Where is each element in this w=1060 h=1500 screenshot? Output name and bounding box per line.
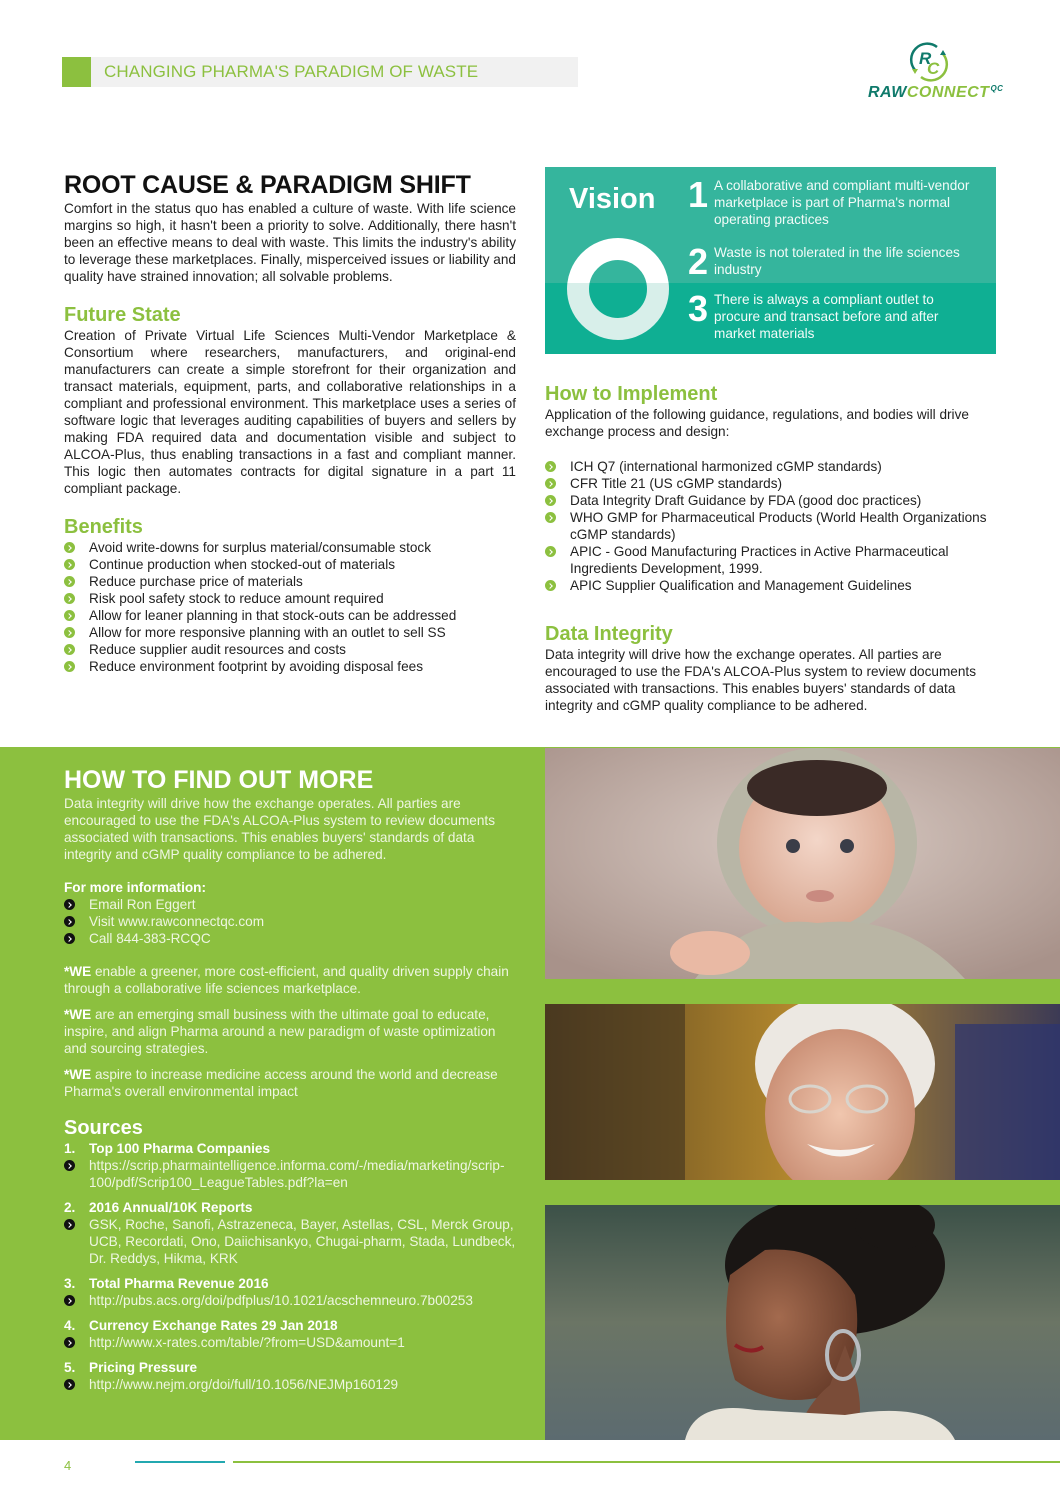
implement-item: ICH Q7 (international harmonized cGMP standards) — [545, 458, 997, 475]
benefit-item: Avoid write-downs for surplus material/consumable stock — [64, 539, 516, 556]
logo-qc: QC — [990, 84, 1004, 93]
source-item: 1. Top 100 Pharma Companies https://scrip.pharmaintelligence.informa.com/-/media/marketing/scrip-100/pdf/Scrip100_LeagueTables.pdf?la=en — [64, 1140, 519, 1191]
we-statement: *WE aspire to increase medicine access around the world and decrease Pharma's overall environmental impact — [64, 1067, 498, 1099]
implement-item: APIC Supplier Qualification and Management Guidelines — [545, 577, 997, 594]
logo-connect: CONNECT — [906, 84, 990, 101]
chevron-bullet-icon — [64, 661, 75, 672]
find-out-more-body: Data integrity will drive how the exchange operates. All parties are encouraged to use the FDA's ALCOA-Plus system to review documents associated with transactions. This enables buyers' standards of data integrity and cGMP quality compliance to be adhered. — [64, 796, 495, 862]
header-accent-square — [62, 57, 91, 87]
chevron-bullet-icon — [64, 916, 75, 927]
source-link[interactable]: https://scrip.pharmaintelligence.informa.com/-/media/marketing/scrip-100/pdf/Scrip100_LeagueTables.pdf?la=en — [64, 1157, 519, 1191]
contact-phone[interactable]: Call 844-383-RCQC — [64, 930, 519, 947]
chevron-bullet-icon — [64, 627, 75, 638]
footer-rule-cyan — [135, 1461, 225, 1463]
source-link[interactable]: http://www.nejm.org/doi/full/10.1056/NEJMp160129 — [64, 1376, 519, 1393]
chevron-bullet-icon — [545, 478, 556, 489]
benefit-item: Allow for more responsive planning with an outlet to sell SS — [64, 624, 516, 641]
chevron-bullet-icon — [64, 1219, 75, 1230]
benefit-item: Reduce purchase price of materials — [64, 573, 516, 590]
photo-elderly-woman — [545, 1004, 1060, 1180]
vision-text: A collaborative and compliant multi-vendor marketplace is part of Pharma's normal operating practices — [714, 178, 970, 227]
implement-item: CFR Title 21 (US cGMP standards) — [545, 475, 997, 492]
find-out-more-heading: HOW TO FIND OUT MORE — [64, 766, 374, 794]
baby-photo-image — [545, 748, 1060, 979]
donut-icon — [566, 237, 670, 341]
source-link[interactable]: http://pubs.acs.org/doi/pdfplus/10.1021/acschemneuro.7b00253 — [64, 1292, 519, 1309]
source-item: 5. Pricing Pressure http://www.nejm.org/doi/full/10.1056/NEJMp160129 — [64, 1359, 519, 1393]
chevron-bullet-icon — [64, 542, 75, 553]
chevron-bullet-icon — [545, 546, 556, 557]
benefit-item: Reduce environment footprint by avoiding disposal fees — [64, 658, 516, 675]
source-item: 2. 2016 Annual/10K Reports GSK, Roche, Sanofi, Astrazeneca, Bayer, Astellas, CSL, Merck Group, UCB, Recordati, Ono, Daiichisankyo, Chugai-pharm, Stada, Lundbeck, Dr. Reddys, Hikma, KRK — [64, 1199, 519, 1267]
implement-item: Data Integrity Draft Guidance by FDA (good doc practices) — [545, 492, 997, 509]
photo-baby — [545, 748, 1060, 979]
data-integrity-heading: Data Integrity — [545, 623, 673, 645]
rawconnect-logo — [864, 42, 1014, 104]
source-detail: GSK, Roche, Sanofi, Astrazeneca, Bayer, Astellas, CSL, Merck Group, UCB, Recordati, Ono, Daiichisankyo, Chugai-pharm, Stada, Lundbeck, Dr. Reddys, Hikma, KRK — [64, 1216, 519, 1267]
future-state-heading: Future State — [64, 304, 181, 326]
more-info-label: For more information: — [64, 880, 206, 895]
photo-young-woman — [545, 1205, 1060, 1440]
benefit-item: Reduce supplier audit resources and costs — [64, 641, 516, 658]
vision-number: 3 — [688, 288, 709, 329]
vision-box — [545, 167, 996, 354]
data-integrity-body: Data integrity will drive how the exchange operates. All parties are encouraged to use the FDA's ALCOA-Plus system to review documents associated with transactions. This enables buyers' standards of data integrity and cGMP quality compliance to be adhered. — [545, 647, 976, 713]
contact-website[interactable]: Visit www.rawconnectqc.com — [64, 913, 519, 930]
chevron-bullet-icon — [64, 933, 75, 944]
vision-text: There is always a compliant outlet to procure and transact before and after market materials — [714, 292, 939, 341]
svg-text:R: R — [919, 49, 932, 68]
chevron-bullet-icon — [545, 461, 556, 472]
vision-heading: Vision — [569, 183, 656, 215]
benefits-heading: Benefits — [64, 516, 143, 538]
source-title: 2016 Annual/10K Reports — [89, 1200, 253, 1215]
chevron-bullet-icon — [545, 495, 556, 506]
chevron-bullet-icon — [64, 1379, 75, 1390]
implement-list — [545, 458, 997, 594]
vision-text: Waste is not tolerated in the life sciences industry — [714, 245, 960, 277]
chevron-bullet-icon — [64, 644, 75, 655]
root-cause-heading: ROOT CAUSE & PARADIGM SHIFT — [64, 171, 471, 199]
young-woman-photo-image — [545, 1205, 1060, 1440]
page-number: 4 — [64, 1458, 72, 1473]
chevron-bullet-icon — [64, 1337, 75, 1348]
future-state-body: Creation of Private Virtual Life Sciences Multi-Vendor Marketplace & Consortium where researchers, manufacturers, and original-end manufacturers can create a simple storefront for their organization and transact materials, equipment, parts, and collaborative relationships in a compliant and professional environment. This marketplace uses a series of software logic that leverages auditing capabilities of buyers and sellers by making FDA required data and documentation visible and subject to ALCOA-Plus, thus enabling transactions in a fast and compliant manner. This logic then automates contracts for digital signature in a part 11 compliant package. — [64, 328, 516, 496]
how-to-implement-heading: How to Implement — [545, 383, 718, 405]
source-title: Pricing Pressure — [89, 1360, 198, 1375]
chevron-bullet-icon — [64, 1295, 75, 1306]
implement-item: APIC - Good Manufacturing Practices in Active Pharmaceutical Ingredients Development, 1999. — [545, 543, 997, 577]
right-column — [545, 382, 997, 714]
logo-mark-icon — [907, 42, 951, 82]
find-out-more-content — [64, 765, 519, 1401]
source-title: Total Pharma Revenue 2016 — [89, 1276, 269, 1291]
source-title: Top 100 Pharma Companies — [89, 1141, 271, 1156]
chevron-bullet-icon — [64, 593, 75, 604]
chevron-bullet-icon — [64, 576, 75, 587]
chevron-bullet-icon — [545, 512, 556, 523]
source-title: Currency Exchange Rates 29 Jan 2018 — [89, 1318, 338, 1333]
svg-text:C: C — [927, 59, 940, 78]
footer-rule-green — [233, 1461, 1060, 1463]
we-statement: *WE enable a greener, more cost-efficient, and quality driven supply chain through a collaborative life sciences marketplace. — [64, 964, 509, 996]
chevron-bullet-icon — [64, 610, 75, 621]
root-cause-body: Comfort in the status quo has enabled a culture of waste. With life science margins so high, it hasn't been a priority to solve. Additionally, there hasn't been an effective means to deal with waste. This limits the industry's ability to leverage these marketplaces. Finally, misperceived issues or liability and quality have strained innovation; all solvable problems. — [64, 201, 516, 284]
we-statement: *WE are an emerging small business with the ultimate goal to educate, inspire, and align Pharma around a new paradigm of waste optimization and sourcing strategies. — [64, 1007, 496, 1056]
benefit-item: Risk pool safety stock to reduce amount required — [64, 590, 516, 607]
benefit-item: Allow for leaner planning in that stock-outs can be addressed — [64, 607, 516, 624]
source-link[interactable]: http://www.x-rates.com/table/?from=USD&amount=1 — [64, 1334, 519, 1351]
sources-heading: Sources — [64, 1117, 143, 1139]
vision-number: 2 — [688, 241, 709, 282]
logo-raw: RAW — [868, 84, 907, 101]
chevron-bullet-icon — [64, 1160, 75, 1171]
vision-number: 1 — [688, 174, 709, 215]
chevron-bullet-icon — [545, 580, 556, 591]
implement-item: WHO GMP for Pharmaceutical Products (World Health Organizations cGMP standards) — [545, 509, 997, 543]
chevron-bullet-icon — [64, 899, 75, 910]
contact-list — [64, 896, 519, 947]
elderly-woman-photo-image — [545, 1004, 1060, 1180]
header-title: CHANGING PHARMA'S PARADIGM OF WASTE — [104, 62, 479, 81]
left-column — [64, 170, 516, 675]
logo-wordmark — [868, 84, 1003, 102]
source-item: 4. Currency Exchange Rates 29 Jan 2018 http://www.x-rates.com/table/?from=USD&amount=1 — [64, 1317, 519, 1351]
how-to-implement-intro: Application of the following guidance, regulations, and bodies will drive exchange process and design: — [545, 407, 969, 439]
contact-email[interactable]: Email Ron Eggert — [64, 896, 519, 913]
benefit-item: Continue production when stocked-out of materials — [64, 556, 516, 573]
source-item: 3. Total Pharma Revenue 2016 http://pubs.acs.org/doi/pdfplus/10.1021/acschemneuro.7b00253 — [64, 1275, 519, 1309]
benefits-list — [64, 539, 516, 675]
chevron-bullet-icon — [64, 559, 75, 570]
